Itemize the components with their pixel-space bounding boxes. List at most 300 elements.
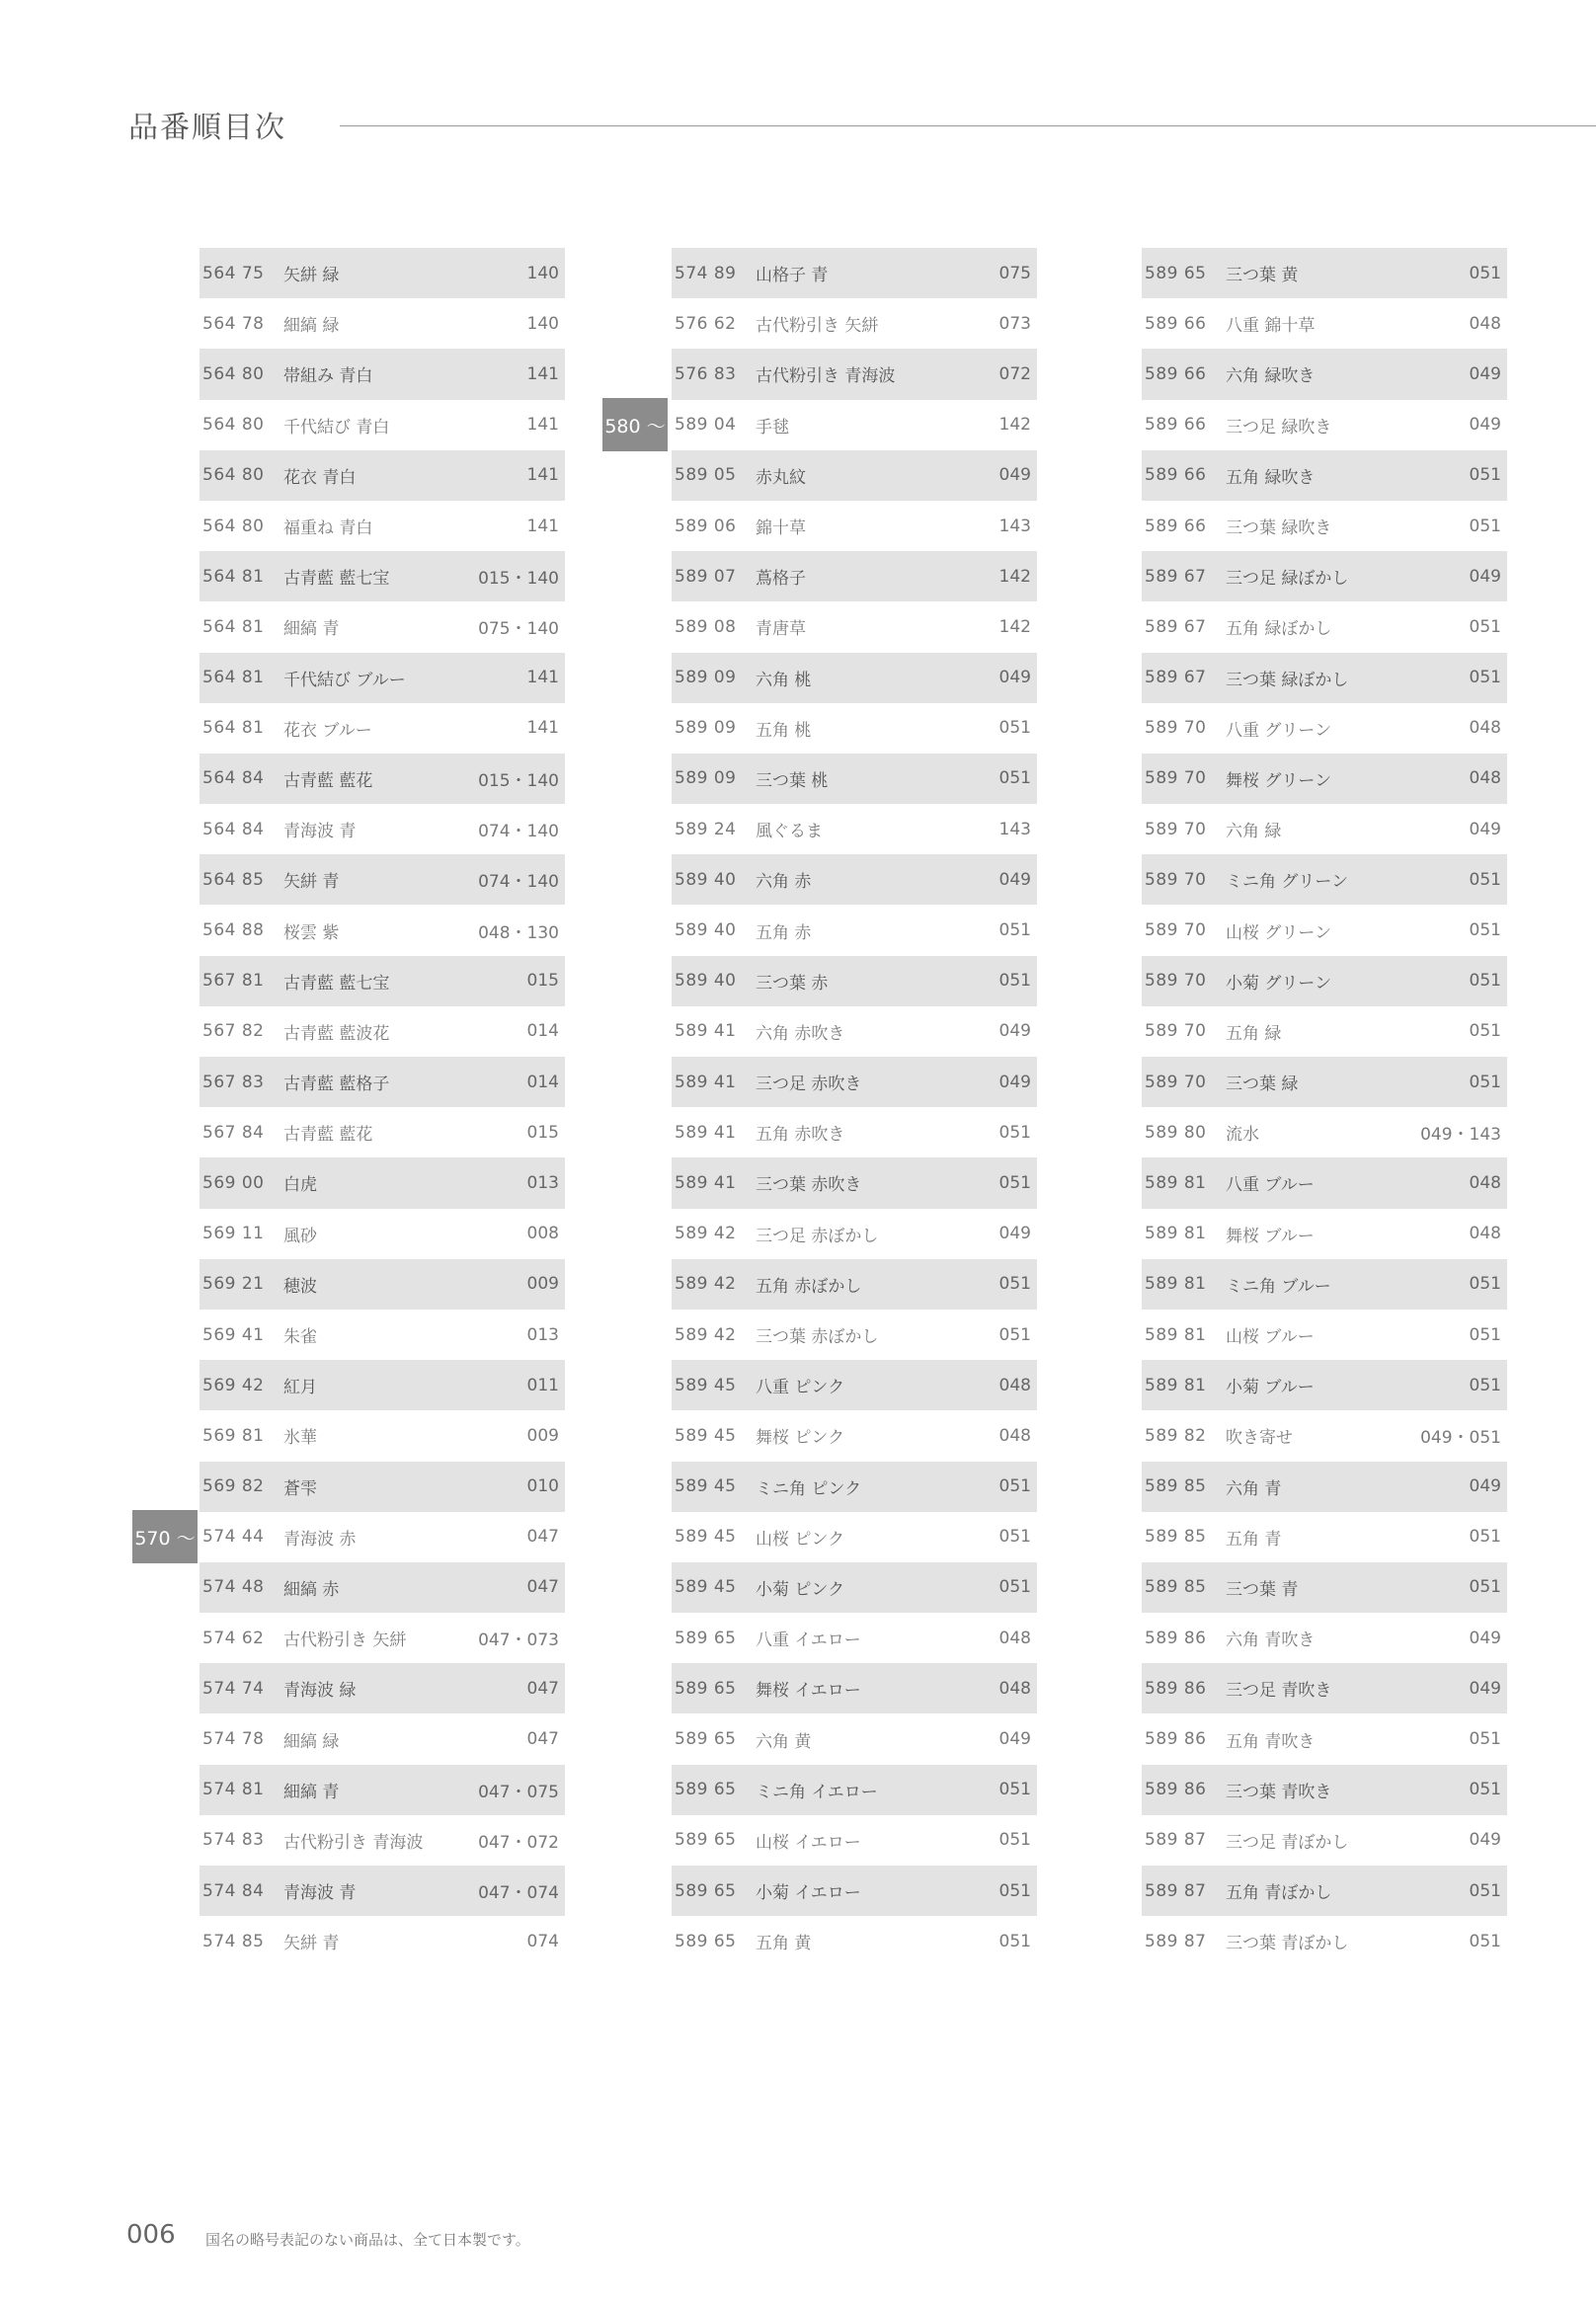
index-row — [672, 1157, 1037, 1208]
index-row — [200, 1663, 565, 1713]
page-ref: 051 — [1469, 1375, 1501, 1395]
product-name: 三つ足 青吹き — [1226, 1681, 1332, 1702]
index-row — [200, 905, 565, 955]
page-ref: 143 — [998, 516, 1031, 536]
index-row — [200, 1209, 565, 1259]
index-row — [672, 450, 1037, 501]
page-ref: 047 — [526, 1577, 559, 1598]
product-name: 三つ足 緑吹き — [1226, 417, 1332, 438]
product-code: 589 05 — [675, 465, 737, 486]
product-name: 六角 青 — [1226, 1478, 1282, 1499]
product-code: 589 80 — [1145, 1122, 1207, 1143]
product-name: 五角 赤吹き — [756, 1125, 845, 1146]
index-row — [672, 1866, 1037, 1916]
product-name: 青海波 青 — [283, 822, 357, 842]
product-code: 589 65 — [675, 1880, 737, 1901]
product-name: 古青藍 藍花 — [283, 770, 373, 791]
index-row — [200, 804, 565, 854]
page-ref: 049 — [998, 1021, 1031, 1042]
page-ref: 142 — [998, 566, 1031, 587]
product-code: 589 67 — [1145, 616, 1207, 637]
index-row — [200, 1006, 565, 1057]
product-code: 564 81 — [202, 566, 265, 587]
page-ref: 051 — [998, 1122, 1031, 1143]
index-row — [200, 601, 565, 652]
product-name: 矢絣 青 — [283, 872, 340, 893]
page-ref: 141 — [526, 516, 559, 536]
product-name: 小菊 イエロー — [756, 1883, 861, 1904]
page-ref: 047 — [526, 1527, 559, 1548]
index-row — [200, 1259, 565, 1310]
product-name: 古代粉引き 矢絣 — [283, 1631, 407, 1651]
product-name: 八重 ブルー — [1226, 1175, 1315, 1196]
product-code: 589 65 — [675, 1780, 737, 1800]
page-ref: 142 — [998, 415, 1031, 436]
product-name: 山桜 ブルー — [1226, 1327, 1315, 1348]
page-ref: 049・143 — [1420, 1125, 1501, 1146]
product-name: 風ぐるま — [756, 822, 823, 842]
index-row — [672, 551, 1037, 601]
product-code: 569 82 — [202, 1476, 265, 1497]
page-ref: 051 — [1469, 1527, 1501, 1548]
product-code: 567 83 — [202, 1072, 265, 1092]
index-row — [200, 1512, 565, 1562]
page-ref: 051 — [1469, 263, 1501, 283]
page-ref: 051 — [998, 1274, 1031, 1295]
page-ref: 015・140 — [478, 770, 559, 791]
index-row — [200, 1815, 565, 1866]
page-ref: 051 — [1469, 869, 1501, 890]
page-ref: 051 — [998, 1527, 1031, 1548]
page-ref: 051 — [998, 1476, 1031, 1497]
product-code: 589 85 — [1145, 1527, 1207, 1548]
product-name: 赤丸紋 — [756, 467, 806, 488]
page-ref: 051 — [1469, 516, 1501, 536]
product-name: 錦十草 — [756, 518, 806, 539]
product-name: 青海波 青 — [283, 1883, 357, 1904]
product-name: 古青藍 藍波花 — [283, 1023, 390, 1044]
product-name: 山桜 ピンク — [756, 1529, 845, 1550]
product-code: 589 24 — [675, 819, 737, 839]
index-row — [1142, 1410, 1507, 1461]
page-ref: 051 — [998, 718, 1031, 739]
product-code: 564 80 — [202, 516, 265, 536]
product-name: 千代結び 青白 — [283, 417, 390, 438]
index-row — [672, 653, 1037, 703]
product-name: 細縞 青 — [283, 1782, 340, 1802]
product-code: 589 09 — [675, 718, 737, 739]
index-row — [200, 1462, 565, 1512]
page-ref: 049 — [998, 1729, 1031, 1750]
product-code: 564 75 — [202, 263, 265, 283]
page-ref: 014 — [526, 1072, 559, 1092]
product-name: ミニ角 グリーン — [1226, 872, 1349, 893]
index-row — [200, 1613, 565, 1663]
index-row — [672, 349, 1037, 399]
page-ref: 048 — [1469, 718, 1501, 739]
index-row — [1142, 248, 1507, 298]
product-name: 古青藍 藍花 — [283, 1125, 373, 1146]
page-ref: 051 — [998, 1931, 1031, 1951]
section-marker-580: 580 ～ — [602, 398, 668, 451]
product-code: 589 41 — [675, 1021, 737, 1042]
product-name: 三つ足 赤ぼかし — [756, 1226, 879, 1246]
page-ref: 010 — [526, 1476, 559, 1497]
index-row — [672, 1462, 1037, 1512]
page-ref: 051 — [1469, 1021, 1501, 1042]
product-name: 細縞 青 — [283, 619, 340, 640]
product-name: 五角 緑吹き — [1226, 467, 1316, 488]
product-code: 569 11 — [202, 1224, 265, 1244]
product-code: 589 40 — [675, 869, 737, 890]
page-ref: 051 — [1469, 1931, 1501, 1951]
product-name: ミニ角 ブルー — [1226, 1276, 1331, 1297]
index-row — [1142, 653, 1507, 703]
index-row — [1142, 601, 1507, 652]
page-ref: 051 — [1469, 465, 1501, 486]
product-name: 朱雀 — [283, 1327, 317, 1348]
page-ref: 015 — [526, 1122, 559, 1143]
product-code: 574 84 — [202, 1880, 265, 1901]
product-code: 567 81 — [202, 971, 265, 992]
product-name: 五角 青ぼかし — [1226, 1883, 1332, 1904]
index-row — [672, 1209, 1037, 1259]
page-ref: 048 — [1469, 1224, 1501, 1244]
page-ref: 051 — [998, 1172, 1031, 1193]
product-code: 589 81 — [1145, 1375, 1207, 1395]
index-row — [1142, 1663, 1507, 1713]
product-name: 青海波 赤 — [283, 1529, 357, 1550]
product-code: 564 78 — [202, 313, 265, 334]
page-ref: 072 — [998, 363, 1031, 384]
product-code: 574 89 — [675, 263, 737, 283]
footer-note: 国名の略号表記のない商品は、全て日本製です。 — [205, 2231, 530, 2249]
index-row — [672, 1512, 1037, 1562]
product-code: 589 66 — [1145, 313, 1207, 334]
product-code: 589 04 — [675, 415, 737, 436]
product-code: 567 84 — [202, 1122, 265, 1143]
index-row — [672, 1562, 1037, 1613]
product-name: 桜雲 紫 — [283, 922, 340, 943]
product-code: 589 65 — [675, 1628, 737, 1648]
index-row — [1142, 1310, 1507, 1360]
index-row — [200, 1310, 565, 1360]
product-code: 589 65 — [1145, 263, 1207, 283]
product-name: 三つ足 青ぼかし — [1226, 1832, 1349, 1853]
page-ref: 008 — [526, 1224, 559, 1244]
product-code: 589 42 — [675, 1274, 737, 1295]
section-marker-570: 570 ～ — [132, 1510, 198, 1563]
page-ref: 051 — [998, 971, 1031, 992]
index-row — [1142, 1107, 1507, 1157]
index-row — [1142, 1613, 1507, 1663]
product-name: 五角 青吹き — [1226, 1731, 1316, 1752]
index-row — [200, 1360, 565, 1410]
index-row — [200, 349, 565, 399]
product-code: 574 44 — [202, 1527, 265, 1548]
product-name: 千代結び ブルー — [283, 670, 406, 690]
page-ref: 047・074 — [478, 1883, 559, 1904]
index-row — [1142, 1209, 1507, 1259]
page-ref: 073 — [998, 313, 1031, 334]
index-row — [200, 1713, 565, 1764]
page-ref: 048 — [1469, 313, 1501, 334]
product-code: 589 81 — [1145, 1172, 1207, 1193]
product-name: 三つ葉 赤吹き — [756, 1175, 862, 1196]
product-name: 細縞 緑 — [283, 1731, 340, 1752]
product-name: 風砂 — [283, 1226, 317, 1246]
product-name: 五角 青 — [1226, 1529, 1282, 1550]
product-code: 589 65 — [675, 1830, 737, 1851]
index-row — [1142, 1259, 1507, 1310]
product-code: 564 81 — [202, 616, 265, 637]
product-name: 三つ葉 青 — [1226, 1579, 1299, 1600]
index-column-2 — [672, 248, 1037, 1966]
product-code: 589 09 — [675, 768, 737, 789]
page-ref: 048 — [998, 1678, 1031, 1699]
product-code: 589 41 — [675, 1072, 737, 1092]
page-ref: 049 — [1469, 1830, 1501, 1851]
page-ref: 075 — [998, 263, 1031, 283]
product-name: 青唐草 — [756, 619, 806, 640]
index-row — [1142, 450, 1507, 501]
index-row — [1142, 1765, 1507, 1815]
product-name: 小菊 グリーン — [1226, 973, 1332, 994]
index-row — [672, 1663, 1037, 1713]
page-ref: 009 — [526, 1425, 559, 1446]
page-ref: 074・140 — [478, 822, 559, 842]
index-row — [1142, 754, 1507, 804]
product-name: 細縞 緑 — [283, 316, 340, 337]
index-row — [200, 1157, 565, 1208]
index-row — [1142, 1006, 1507, 1057]
product-code: 589 87 — [1145, 1880, 1207, 1901]
product-code: 567 82 — [202, 1021, 265, 1042]
page-ref: 048 — [1469, 1172, 1501, 1193]
page-ref: 051 — [998, 920, 1031, 941]
product-code: 589 86 — [1145, 1729, 1207, 1750]
index-row — [1142, 1057, 1507, 1107]
product-code: 589 66 — [1145, 415, 1207, 436]
product-code: 564 81 — [202, 668, 265, 688]
product-name: 古代粉引き 青海波 — [283, 1832, 424, 1853]
page-ref: 141 — [526, 363, 559, 384]
page-ref: 051 — [1469, 1880, 1501, 1901]
product-name: 三つ葉 緑ぼかし — [1226, 670, 1349, 690]
product-code: 589 70 — [1145, 768, 1207, 789]
product-name: 小菊 ブルー — [1226, 1378, 1315, 1398]
index-row — [672, 854, 1037, 905]
product-code: 589 81 — [1145, 1324, 1207, 1345]
product-name: 三つ葉 黄 — [1226, 266, 1299, 286]
product-code: 574 78 — [202, 1729, 265, 1750]
product-name: 蔦格子 — [756, 569, 806, 590]
index-row — [672, 501, 1037, 551]
page-ref: 048 — [998, 1425, 1031, 1446]
product-name: 矢絣 緑 — [283, 266, 340, 286]
product-code: 564 80 — [202, 363, 265, 384]
index-row — [1142, 956, 1507, 1006]
page-ref: 009 — [526, 1274, 559, 1295]
product-code: 574 62 — [202, 1628, 265, 1648]
product-name: 五角 赤ぼかし — [756, 1276, 862, 1297]
index-row — [200, 956, 565, 1006]
index-row — [200, 1765, 565, 1815]
index-row — [1142, 1462, 1507, 1512]
page-ref: 047・073 — [478, 1631, 559, 1651]
product-code: 589 70 — [1145, 920, 1207, 941]
page-ref: 049 — [1469, 363, 1501, 384]
page-ref: 051 — [998, 1780, 1031, 1800]
product-code: 564 85 — [202, 869, 265, 890]
index-row — [200, 1916, 565, 1966]
page-ref: 048・130 — [478, 922, 559, 943]
product-name: 古代粉引き 矢絣 — [756, 316, 879, 337]
index-row — [200, 1107, 565, 1157]
index-row — [1142, 1815, 1507, 1866]
product-name: 六角 桃 — [756, 670, 812, 690]
product-code: 574 48 — [202, 1577, 265, 1598]
page-ref: 048 — [998, 1375, 1031, 1395]
product-name: 細縞 赤 — [283, 1579, 340, 1600]
product-name: 六角 青吹き — [1226, 1631, 1316, 1651]
index-row — [672, 1613, 1037, 1663]
index-row — [200, 248, 565, 298]
index-row — [672, 601, 1037, 652]
page-ref: 141 — [526, 668, 559, 688]
product-name: 八重 錦十草 — [1226, 316, 1316, 337]
product-code: 564 80 — [202, 415, 265, 436]
page-ref: 051 — [1469, 1274, 1501, 1295]
product-code: 589 82 — [1145, 1425, 1207, 1446]
index-row — [200, 1057, 565, 1107]
product-name: 五角 赤 — [756, 922, 812, 943]
page-ref: 051 — [1469, 971, 1501, 992]
page-ref: 074 — [526, 1931, 559, 1951]
product-code: 564 88 — [202, 920, 265, 941]
index-row — [1142, 905, 1507, 955]
product-code: 589 87 — [1145, 1931, 1207, 1951]
page-ref: 047 — [526, 1678, 559, 1699]
index-row — [672, 1713, 1037, 1764]
product-name: 舞桜 イエロー — [756, 1681, 861, 1702]
index-row — [672, 1310, 1037, 1360]
page-ref: 049 — [1469, 566, 1501, 587]
product-code: 574 81 — [202, 1780, 265, 1800]
product-code: 589 66 — [1145, 516, 1207, 536]
page-ref: 049・051 — [1420, 1428, 1501, 1449]
product-name: 古青藍 藍七宝 — [283, 973, 390, 994]
product-code: 569 81 — [202, 1425, 265, 1446]
product-code: 589 45 — [675, 1476, 737, 1497]
index-row — [1142, 349, 1507, 399]
product-name: 五角 黄 — [756, 1934, 812, 1954]
product-name: 舞桜 グリーン — [1226, 770, 1332, 791]
product-code: 589 40 — [675, 971, 737, 992]
index-row — [200, 298, 565, 349]
product-code: 589 70 — [1145, 869, 1207, 890]
page-ref: 047・072 — [478, 1832, 559, 1853]
product-code: 589 66 — [1145, 465, 1207, 486]
product-name: 五角 緑ぼかし — [1226, 619, 1332, 640]
product-code: 589 67 — [1145, 566, 1207, 587]
page-ref: 051 — [1469, 1780, 1501, 1800]
product-code: 589 67 — [1145, 668, 1207, 688]
product-code: 589 86 — [1145, 1780, 1207, 1800]
page-ref: 047・075 — [478, 1782, 559, 1802]
product-name: 穂波 — [283, 1276, 317, 1297]
index-row — [1142, 1360, 1507, 1410]
index-row — [672, 1815, 1037, 1866]
index-row — [1142, 298, 1507, 349]
index-row — [200, 1866, 565, 1916]
product-name: 山桜 イエロー — [756, 1832, 861, 1853]
product-code: 589 81 — [1145, 1224, 1207, 1244]
page-ref: 051 — [1469, 1072, 1501, 1092]
page-ref: 049 — [1469, 1678, 1501, 1699]
index-row — [672, 905, 1037, 955]
page-ref: 051 — [1469, 920, 1501, 941]
page-ref: 051 — [1469, 668, 1501, 688]
index-row — [672, 248, 1037, 298]
product-code: 589 85 — [1145, 1577, 1207, 1598]
page-ref: 051 — [1469, 1577, 1501, 1598]
product-code: 589 40 — [675, 920, 737, 941]
page-ref: 049 — [998, 1072, 1031, 1092]
product-code: 589 07 — [675, 566, 737, 587]
product-name: 花衣 ブルー — [283, 720, 372, 741]
index-row — [200, 1410, 565, 1461]
index-row — [1142, 1916, 1507, 1966]
product-code: 569 41 — [202, 1324, 265, 1345]
page-ref: 049 — [998, 869, 1031, 890]
index-row — [672, 804, 1037, 854]
product-code: 589 87 — [1145, 1830, 1207, 1851]
index-row — [200, 653, 565, 703]
index-row — [1142, 1562, 1507, 1613]
product-code: 589 86 — [1145, 1628, 1207, 1648]
page-ref: 141 — [526, 415, 559, 436]
index-row — [200, 1562, 565, 1613]
product-name: 六角 赤 — [756, 872, 812, 893]
page-ref: 141 — [526, 718, 559, 739]
product-name: 福重ね 青白 — [283, 518, 373, 539]
index-row — [672, 1006, 1037, 1057]
index-row — [672, 400, 1037, 450]
product-code: 589 70 — [1145, 819, 1207, 839]
product-code: 576 62 — [675, 313, 737, 334]
product-name: 山桜 グリーン — [1226, 922, 1332, 943]
product-name: 六角 黄 — [756, 1731, 812, 1752]
index-row — [200, 703, 565, 754]
product-name: 古代粉引き 青海波 — [756, 366, 896, 387]
product-code: 564 81 — [202, 718, 265, 739]
product-code: 589 42 — [675, 1324, 737, 1345]
product-code: 589 70 — [1145, 1021, 1207, 1042]
product-code: 569 00 — [202, 1172, 265, 1193]
product-code: 589 45 — [675, 1425, 737, 1446]
page-ref: 051 — [1469, 1729, 1501, 1750]
page-ref: 013 — [526, 1324, 559, 1345]
product-code: 589 81 — [1145, 1274, 1207, 1295]
page-ref: 074・140 — [478, 872, 559, 893]
product-name: 三つ足 緑ぼかし — [1226, 569, 1349, 590]
page-ref: 049 — [998, 1224, 1031, 1244]
product-name: 蒼雫 — [283, 1478, 317, 1499]
index-column-3 — [1142, 248, 1507, 1966]
product-name: 三つ葉 赤ぼかし — [756, 1327, 879, 1348]
product-name: 流水 — [1226, 1125, 1259, 1146]
